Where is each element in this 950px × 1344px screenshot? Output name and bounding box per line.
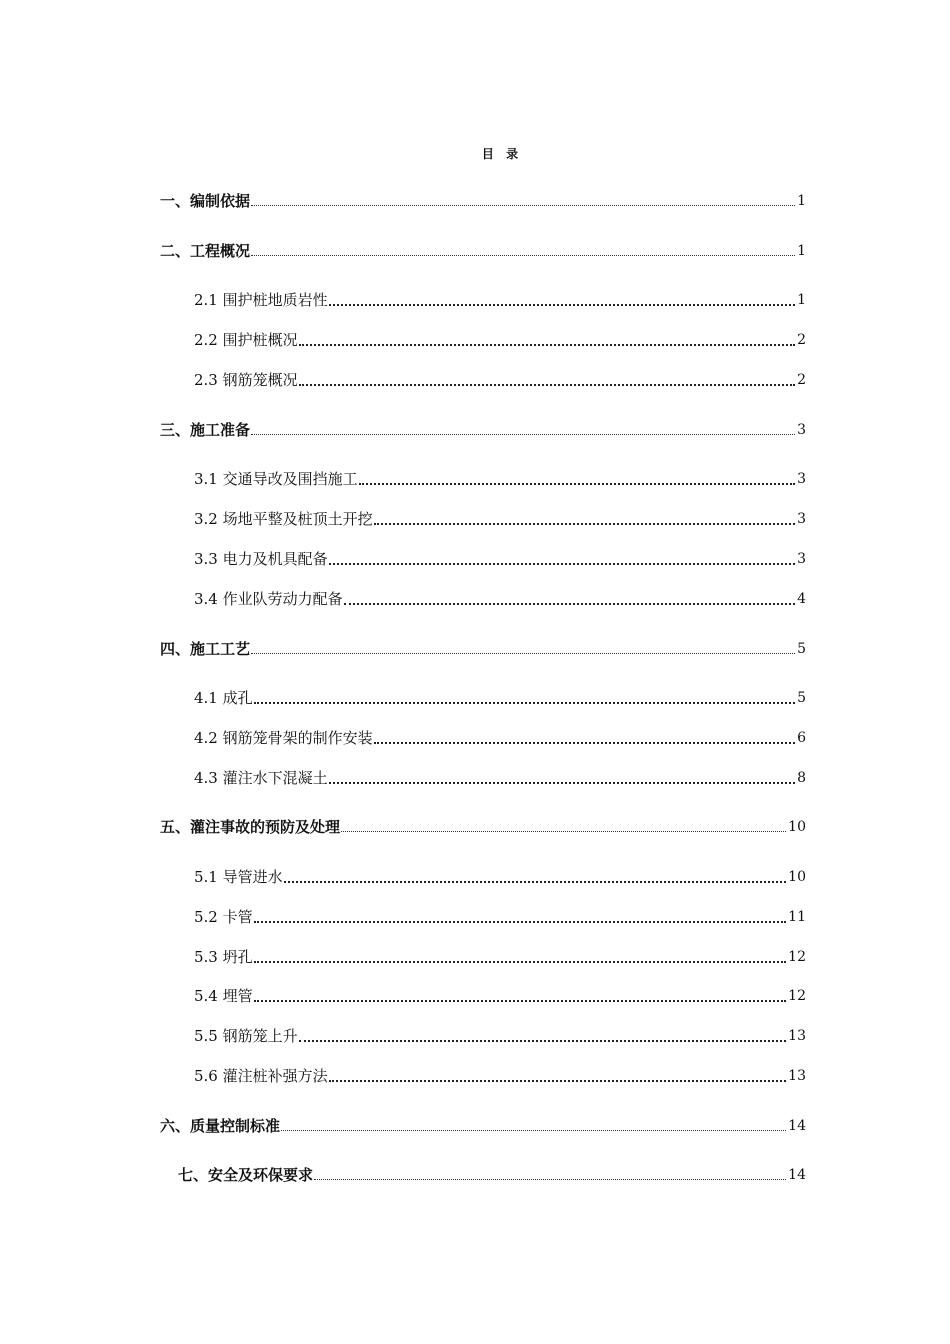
toc-entry-5-6[interactable] <box>194 1064 806 1086</box>
toc-page-number: 3 <box>797 471 806 487</box>
toc-page-number: 6 <box>797 730 806 746</box>
dot-leader <box>251 653 795 654</box>
toc-entry-4-1[interactable] <box>194 686 806 708</box>
toc-entry-label: 4.3 灌注水下混凝土 <box>194 769 328 787</box>
toc-entry-7[interactable] <box>178 1163 806 1185</box>
dot-leader <box>299 344 795 346</box>
toc-entry-label: 3.1 交通导改及围挡施工 <box>194 470 358 488</box>
toc-entry-3-2[interactable] <box>194 507 806 529</box>
toc-entry-3-3[interactable] <box>194 547 806 569</box>
dot-leader <box>254 921 787 923</box>
dot-leader <box>284 881 787 883</box>
dot-leader <box>254 1000 787 1002</box>
toc-entry-label: 4.2 钢筋笼骨架的制作安装 <box>194 729 373 747</box>
toc-entry-label: 七、安全及环保要求 <box>178 1166 314 1184</box>
toc-entry-5-2[interactable] <box>194 905 806 927</box>
toc-entry-6[interactable] <box>160 1114 806 1136</box>
toc-entry-5-3[interactable] <box>194 945 806 967</box>
dot-leader <box>251 255 795 256</box>
toc-page-number: 4 <box>797 591 806 607</box>
toc-entry-3-1[interactable] <box>194 467 806 489</box>
toc-entry-label: 2.1 围护桩地质岩性 <box>194 291 328 309</box>
toc-entry-label: 三、施工准备 <box>160 421 251 439</box>
toc-page-number: 5 <box>797 690 806 706</box>
toc-entry-2[interactable] <box>160 239 806 261</box>
dot-leader <box>344 603 795 605</box>
toc-page-number: 2 <box>797 372 806 388</box>
toc-entry-label: 二、工程概况 <box>160 242 251 260</box>
toc-entry-label: 2.2 围护桩概况 <box>194 331 298 349</box>
toc-page-number: 1 <box>797 243 806 259</box>
dot-leader <box>251 205 795 206</box>
toc-page-number: 3 <box>797 422 806 438</box>
toc-entry-label: 3.4 作业队劳动力配备 <box>194 590 343 608</box>
toc-entry-label: 2.3 钢筋笼概况 <box>194 371 298 389</box>
dot-leader <box>251 434 795 435</box>
toc-entry-label: 5.6 灌注桩补强方法 <box>194 1067 328 1085</box>
toc-page-number: 13 <box>788 1028 806 1044</box>
dot-leader <box>374 742 795 744</box>
toc-entry-label: 3.2 场地平整及桩顶土开挖 <box>194 510 373 528</box>
dot-leader <box>329 563 795 565</box>
toc-entry-3-4[interactable] <box>194 587 806 609</box>
toc-entry-label: 5.4 埋管 <box>194 987 253 1005</box>
toc-page-number: 3 <box>797 511 806 527</box>
toc-title: 目 录 <box>481 147 523 161</box>
dot-leader <box>254 702 795 704</box>
toc-entry-4-2[interactable] <box>194 726 806 748</box>
toc-entry-5-1[interactable] <box>194 865 806 887</box>
dot-leader <box>281 1130 786 1131</box>
toc-entry-label: 5.2 卡管 <box>194 908 253 926</box>
toc-entry-3[interactable] <box>160 418 806 440</box>
toc-entry-2-2[interactable] <box>194 328 806 350</box>
toc-entry-5-5[interactable] <box>194 1024 806 1046</box>
dot-leader <box>329 304 795 306</box>
toc-entry-1[interactable] <box>160 189 806 211</box>
toc-entry-label: 5.1 导管进水 <box>194 868 283 886</box>
dot-leader <box>374 523 795 525</box>
toc-entry-label: 一、编制依据 <box>160 192 251 210</box>
dot-leader <box>299 384 795 386</box>
toc-page-number: 12 <box>788 988 806 1004</box>
toc-entry-label: 4.1 成孔 <box>194 689 253 707</box>
toc-entry-label: 5.5 钢筋笼上升 <box>194 1027 298 1045</box>
toc-page-number: 10 <box>788 869 806 885</box>
toc-entry-label: 5.3 坍孔 <box>194 948 253 966</box>
toc-entry-4[interactable] <box>160 637 806 659</box>
toc-entry-label: 五、灌注事故的预防及处理 <box>160 818 341 836</box>
dot-leader <box>314 1179 786 1180</box>
toc-page-number: 14 <box>788 1167 806 1183</box>
toc-entry-5[interactable] <box>160 815 806 837</box>
toc-entry-label: 3.3 电力及机具配备 <box>194 550 328 568</box>
toc-page-number: 1 <box>797 193 806 209</box>
toc-page-number: 11 <box>788 909 806 925</box>
toc-entry-5-4[interactable] <box>194 984 806 1006</box>
dot-leader <box>329 782 795 784</box>
dot-leader <box>299 1040 787 1042</box>
toc-entry-2-1[interactable] <box>194 288 806 310</box>
toc-entry-2-3[interactable] <box>194 368 806 390</box>
toc-page-number: 5 <box>797 641 806 657</box>
toc-page-number: 14 <box>788 1118 806 1134</box>
toc-entry-4-3[interactable] <box>194 766 806 788</box>
dot-leader <box>329 1080 787 1082</box>
toc-page-number: 3 <box>797 551 806 567</box>
dot-leader <box>359 483 795 485</box>
toc-entry-label: 四、施工工艺 <box>160 640 251 658</box>
toc-page-number: 1 <box>797 292 806 308</box>
toc-page-number: 13 <box>788 1068 806 1084</box>
toc-page-number: 2 <box>797 332 806 348</box>
dot-leader <box>341 831 786 832</box>
toc-page-number: 10 <box>788 819 806 835</box>
toc-entry-label: 六、质量控制标准 <box>160 1117 281 1135</box>
toc-page-number: 12 <box>788 949 806 965</box>
toc-page-number: 8 <box>797 770 806 786</box>
dot-leader <box>254 961 787 963</box>
